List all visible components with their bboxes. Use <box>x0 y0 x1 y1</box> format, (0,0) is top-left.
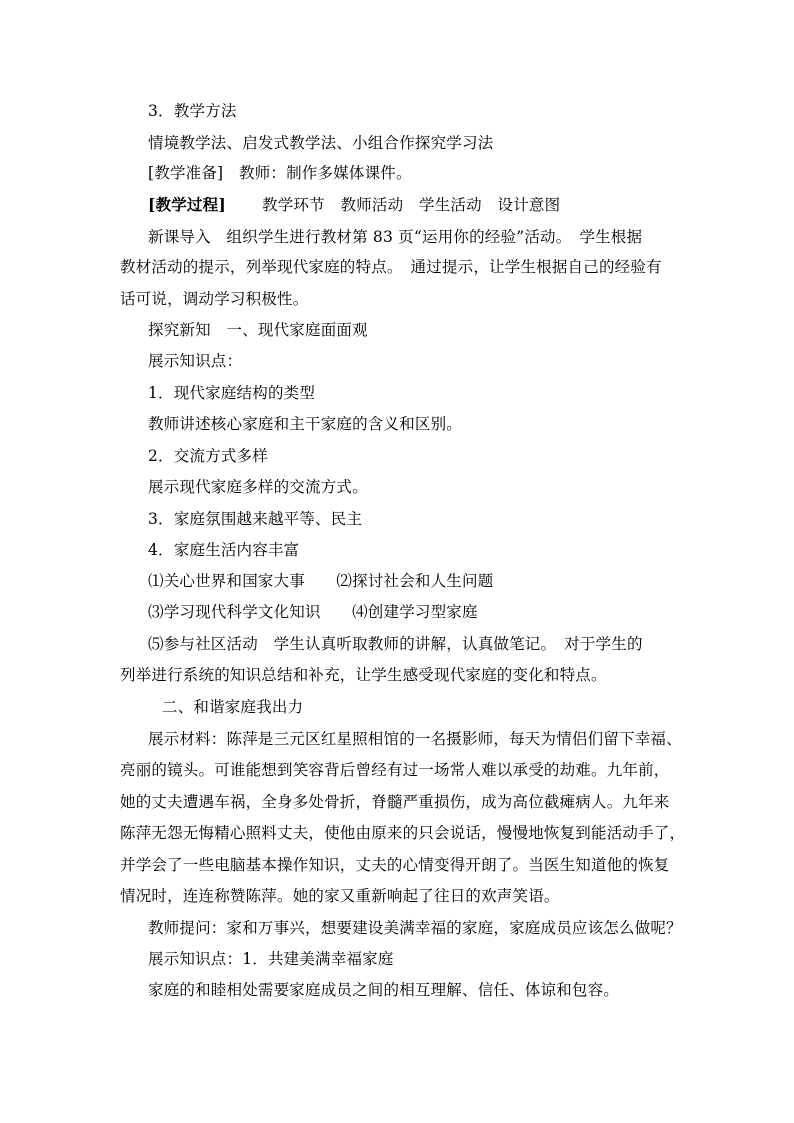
knowledge-point-3: 3．家庭氛围越来越平等、民主 <box>148 510 363 528</box>
table-header-columns: 教学环节 教师活动 学生活动 设计意图 <box>262 196 561 214</box>
heading-harmonious-family: 二、和谐家庭我出力 <box>162 698 304 716</box>
material-line-4: 陈萍无怨无悔精心照料丈夫，使他由原来的只会说话，慢慢地恢复到能活动手了， <box>120 824 686 842</box>
knowledge-point-2-detail: 展示现代家庭多样的交流方式。 <box>148 478 368 496</box>
material-line-5: 并学会了一些电脑基本操作知识，丈夫的心情变得开朗了。当医生知道他的恢复 <box>120 856 670 874</box>
paragraph-teaching-preparation: [教学准备] 教师：制作多媒体课件。 <box>148 164 412 182</box>
paragraph-intro-line-3: 话可说，调动学习积极性。 <box>120 290 309 308</box>
paragraph-summary-line: 列举进行系统的知识总结和补充，让学生感受现代家庭的变化和特点。 <box>120 666 607 684</box>
teacher-question: 教师提问：家和万事兴，想要建设美满幸福的家庭，家庭成员应该怎么做呢？ <box>148 919 682 937</box>
label-show-knowledge-points: 展示知识点： <box>148 352 243 370</box>
knowledge-point-4: 4．家庭生活内容丰富 <box>148 541 300 559</box>
knowledge-point-4-items-a: ⑴关心世界和国家大事 ⑵探讨社会和人生问题 <box>148 572 494 590</box>
knowledge-point-1-detail: 教师讲述核心家庭和主干家庭的含义和区别。 <box>148 415 463 433</box>
heading-teaching-process: [教学过程] <box>148 195 226 214</box>
heading-explore-new-knowledge: 探究新知 一、现代家庭面面观 <box>148 321 368 339</box>
knowledge-point-build-family: 展示知识点：1．共建美满幸福家庭 <box>148 950 394 968</box>
section-heading-teaching-methods: 3．教学方法 <box>148 102 237 120</box>
paragraph-intro-line-1: 新课导入 组织学生进行教材第 83 页“运用你的经验”活动。 学生根据 <box>148 228 643 246</box>
paragraph-intro-line-2: 教材活动的提示，列举现代家庭的特点。 通过提示，让学生根据自己的经验有 <box>120 258 662 276</box>
paragraph-family-harmony: 家庭的和睦相处需要家庭成员之间的相互理解、信任、体谅和包容。 <box>148 981 620 999</box>
material-line-2: 亮丽的镜头。可谁能想到笑容背后曾经有过一场常人难以承受的劫难。九年前， <box>120 761 670 779</box>
material-line-6: 情况时，连连称赞陈萍。她的家又重新响起了往日的欢声笑语。 <box>120 887 560 905</box>
knowledge-point-4-items-c: ⑸参与社区活动 学生认真听取教师的讲解，认真做笔记。 对于学生的 <box>148 635 643 653</box>
material-line-3: 她的丈夫遭遇车祸，全身多处骨折，脊髓严重损伤，成为高位截瘫病人。九年来 <box>120 793 670 811</box>
paragraph-methods-list: 情境教学法、启发式教学法、小组合作探究学习法 <box>148 134 494 152</box>
knowledge-point-4-items-b: ⑶学习现代科学文化知识 ⑷创建学习型家庭 <box>148 603 478 621</box>
material-line-1: 展示材料：陈萍是三元区红星照相馆的一名摄影师，每天为情侣们留下幸福、 <box>148 730 682 748</box>
knowledge-point-1: 1．现代家庭结构的类型 <box>148 384 316 402</box>
knowledge-point-2: 2．交流方式多样 <box>148 447 268 465</box>
